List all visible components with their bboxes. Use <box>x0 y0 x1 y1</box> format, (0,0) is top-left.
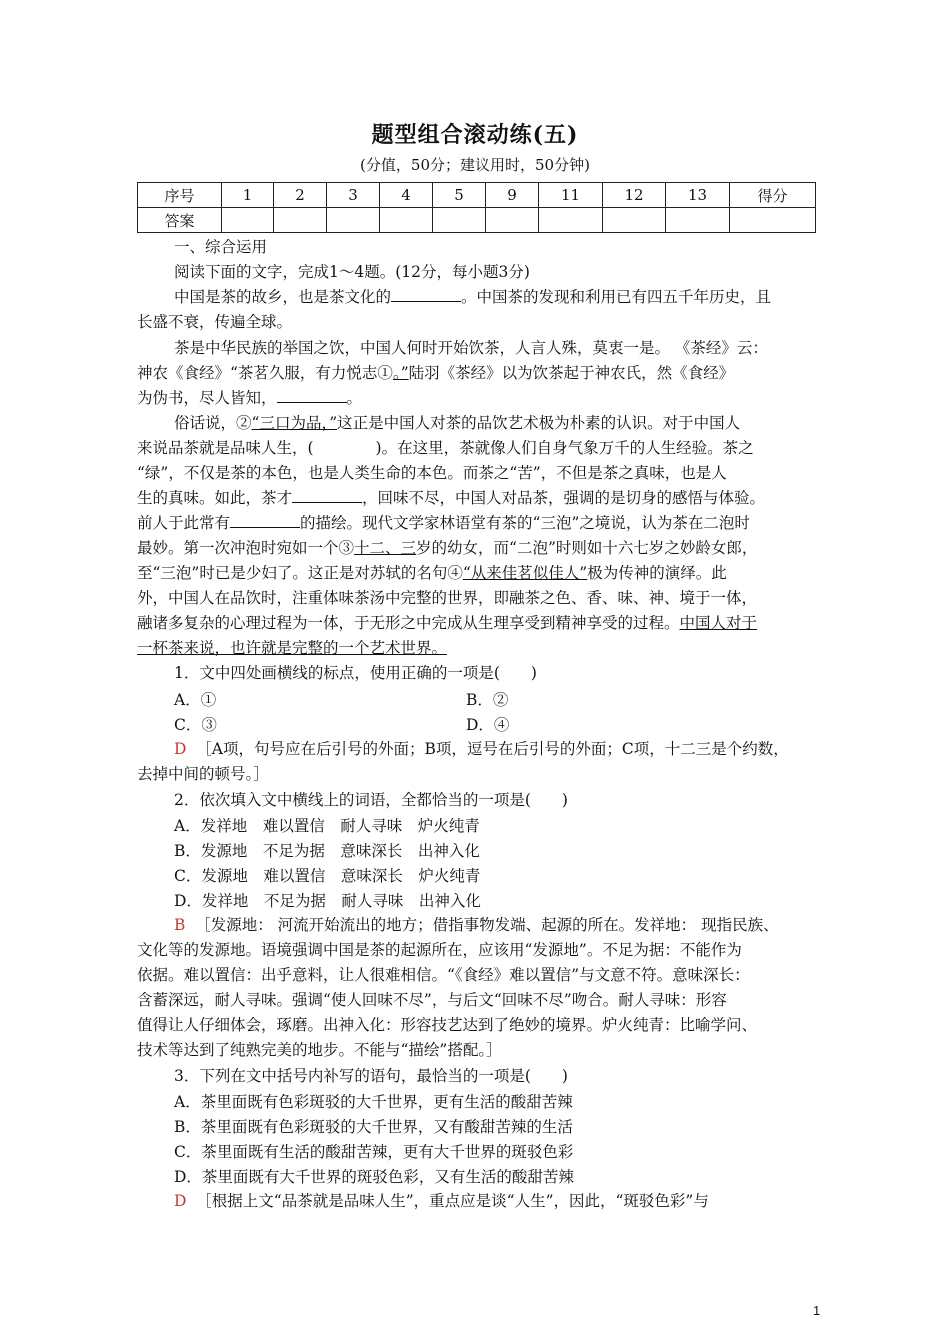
paragraph-line: 俗话说，②“三口为品，”这正是中国人对茶的品饮艺术极为朴素的认识。对于中国人 <box>174 414 741 432</box>
blank-line <box>277 388 347 403</box>
table-cell: 1 <box>222 183 274 208</box>
option-d[interactable]: D．④ <box>466 716 510 734</box>
paragraph-line: 中国是茶的故乡，也是茶文化的 。中国茶的发现和利用已有四五千年历史，且 <box>174 288 772 306</box>
answer-letter: D <box>174 740 187 758</box>
score-cell[interactable] <box>730 208 816 233</box>
score-table <box>137 182 816 233</box>
paragraph-line: “绿”，不仅是茶的本色，也是人类生命的本色。而茶之“苦”，不但是茶之真味，也是人 <box>137 464 727 482</box>
option-b[interactable]: B．② <box>466 691 509 709</box>
answer-letter: D <box>174 1192 187 1210</box>
option-a[interactable]: A．茶里面既有色彩斑驳的大千世界，更有生活的酸甜苦辣 <box>174 1093 573 1111</box>
paragraph-line: 至“三泡”时已是少妇了。这正是对苏轼的名句④“从来佳茗似佳人”极为传神的演绎。此 <box>137 564 727 582</box>
answer-cell[interactable] <box>603 208 666 233</box>
answer-cell[interactable] <box>380 208 433 233</box>
answer-explanation: 文化等的发源地。语境强调中国是茶的起源所在，应该用“发源地”。不足为据：不能作为 <box>137 941 742 959</box>
answer-letter: B <box>174 916 186 934</box>
option-c[interactable]: C．③ <box>174 716 217 734</box>
table-cell: 9 <box>486 183 539 208</box>
table-cell: 13 <box>666 183 730 208</box>
answer-explanation: 去掉中间的顿号。］ <box>137 765 269 783</box>
answer-cell[interactable] <box>274 208 327 233</box>
instruction: 阅读下面的文字，完成1～4题。(12分，每小题3分) <box>174 263 530 281</box>
table-cell: 5 <box>433 183 486 208</box>
answer-cell[interactable] <box>486 208 539 233</box>
paragraph-line: 来说品茶就是品味人生，( )。在这里，茶就像人们自身气象万千的人生经验。茶之 <box>137 439 754 457</box>
answer-cell[interactable] <box>327 208 380 233</box>
paragraph-line: 最妙。第一次冲泡时宛如一个③十二、三岁的幼女，而“二泡”时则如十六七岁之妙龄女郎， <box>137 539 758 557</box>
answer-explanation: 值得让人仔细体会，琢磨。出神入化：形容技艺达到了绝妙的境界。炉火纯青：比喻学问、 <box>137 1016 758 1034</box>
section-heading: 一、综合运用 <box>174 238 268 256</box>
option-d[interactable]: D．茶里面既有大千世界的斑驳色彩，又有生活的酸甜苦辣 <box>174 1168 574 1186</box>
paragraph-line: 前人于此常有 的描绘。现代文学家林语堂有茶的“三泡”之境说，认为茶在二泡时 <box>137 514 750 532</box>
answer-cell[interactable] <box>666 208 730 233</box>
paragraph-line: 融诸多复杂的心理过程为一体，于无形之中完成从生理享受到精神享受的过程。中国人对于 <box>137 614 758 632</box>
answer-explanation: D ［根据上文“品茶就是品味人生”，重点应是谈“人生”，因此，“斑驳色彩”与 <box>174 1192 709 1210</box>
paragraph-line: 生的真味。如此，茶才 ，回味不尽，中国人对品茶，强调的是切身的感悟与体验。 <box>137 489 766 507</box>
question-stem: 1．文中四处画横线的标点，使用正确的一项是( ) <box>174 664 537 682</box>
answer-explanation: 含蓄深远，耐人寻味。强调“使人回味不尽”，与后文“回味不尽”吻合。耐人寻味：形容 <box>137 991 727 1009</box>
blank-line <box>292 488 362 503</box>
table-cell: 11 <box>539 183 603 208</box>
paragraph-line: 外，中国人在品饮时，注重体味茶汤中完整的世界，即融茶之色、香、味、神、境于一体， <box>137 589 758 607</box>
page-number: 1 <box>813 1303 821 1318</box>
option-a[interactable]: A．发祥地 难以置信 耐人寻味 炉火纯青 <box>174 817 480 835</box>
table-cell: 2 <box>274 183 327 208</box>
table-cell: 序号 <box>138 183 222 208</box>
table-cell: 答案 <box>138 208 222 233</box>
blank-line <box>230 513 300 528</box>
answer-explanation: 依据。难以置信：出乎意料，让人很难相信。“《食经》难以置信”与文意不符。意味深长： <box>137 966 750 984</box>
answer-explanation: B ［发源地： 河流开始流出的地方；借指事物发端、起源的所在。发祥地： 现指民族、 <box>174 916 779 934</box>
answer-explanation: 技术等达到了纯熟完美的地步。不能与“描绘”搭配。］ <box>137 1041 502 1059</box>
paragraph-line: 神农《食经》“茶茗久服，有力悦志①。”陆羽《茶经》以为饮茶起于神农氏，然《食经》 <box>137 364 735 382</box>
option-d[interactable]: D．发祥地 不足为据 耐人寻味 出神入化 <box>174 892 481 910</box>
answer-cell[interactable] <box>539 208 603 233</box>
option-c[interactable]: C．茶里面既有生活的酸甜苦辣，更有大千世界的斑驳色彩 <box>174 1143 574 1161</box>
answer-explanation: D ［A项，句号应在后引号的外面；B项，逗号在后引号的外面；C项，十二三是个约数， <box>174 740 789 758</box>
table-answer-row <box>138 208 816 233</box>
paragraph-line: 一杯茶来说，也许就是完整的一个艺术世界。 <box>137 639 448 657</box>
option-b[interactable]: B．发源地 不足为据 意味深长 出神入化 <box>174 842 480 860</box>
table-header-row <box>138 183 816 208</box>
paragraph-line: 茶是中华民族的举国之饮，中国人何时开始饮茶，人言人殊，莫衷一是。 《茶经》云： <box>174 339 768 357</box>
answer-cell[interactable] <box>433 208 486 233</box>
option-b[interactable]: B．茶里面既有色彩斑驳的大千世界，又有酸甜苦辣的生活 <box>174 1118 573 1136</box>
paragraph-line: 为伪书，尽人皆知， 。 <box>137 389 363 407</box>
page-title: 题型组合滚动练(五) <box>371 122 579 148</box>
option-a[interactable]: A．① <box>174 691 217 709</box>
page-subtitle: (分值，50分；建议用时，50分钟) <box>360 156 590 174</box>
table-cell: 12 <box>603 183 666 208</box>
answer-cell[interactable] <box>222 208 274 233</box>
table-cell: 得分 <box>730 183 816 208</box>
question-stem: 2．依次填入文中横线上的词语，全都恰当的一项是( ) <box>174 791 568 809</box>
question-stem: 3．下列在文中括号内补写的语句，最恰当的一项是( ) <box>174 1067 568 1085</box>
blank-line <box>391 287 461 302</box>
table-cell: 4 <box>380 183 433 208</box>
paragraph-line: 长盛不衰，传遍全球。 <box>137 313 293 331</box>
option-c[interactable]: C．发源地 难以置信 意味深长 炉火纯青 <box>174 867 481 885</box>
table-cell: 3 <box>327 183 380 208</box>
